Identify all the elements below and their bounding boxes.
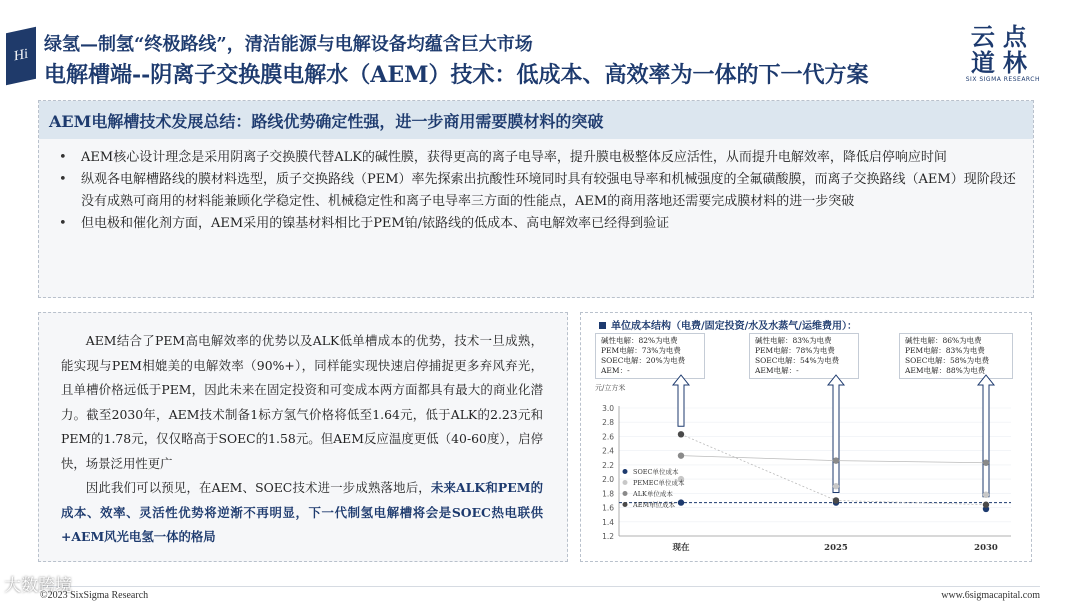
data-point [678,499,684,505]
data-point [833,483,839,489]
y-tick-label: 3.0 [602,404,614,413]
footer-website: www.6sigmacapital.com [941,590,1040,601]
cost-chart-panel [580,312,1032,562]
data-point [678,452,684,458]
summary-bullet: • 纵观各电解槽路线的膜材料选型，质子交换路线（PEM）率先探索出抗酸性环境同时具有较强电导率和机械强度的全氟磺酸膜，而离子交换路线（AEM）现阶段还没有成熟可商用的材料能兼顾化学稳定性、机械稳定性和离子电导率三方面的性能点，AEM的商用落地还需要完成膜材料的进一步突破 [59,169,1023,213]
x-tick-label: 2030 [974,543,998,553]
y-tick-label: 2.8 [602,418,614,428]
logo-text: Hi [14,46,28,65]
brand-mark [966,24,1040,83]
data-point [678,431,684,437]
x-tick-label: 2025 [824,543,848,553]
y-tick-label: 1.4 [602,517,614,527]
chart-title-text: 单位成本结构（电费/固定投资/水及水蒸气/运维费用）： [611,321,857,332]
data-point [983,502,989,508]
analysis-paragraph-2-prefix: 因此我们可以预见，在AEM、SOEC技术进一步成熟落地后， [85,480,431,495]
analysis-highlight: 未来ALK和PEM的成本、效率、灵活性优势将逆渐不再明显，下一代制氢电解槽将会是SOEC热电联供+AEM风光电氢一体的格局 [61,480,543,544]
y-tick-label: 1.2 [602,532,614,541]
summary-bullet: • AEM核心设计理念是采用阴离子交换膜代替ALK的碱性膜，获得更高的离子电导率，提升膜电极整体反应活性，从而提升电解效率，降低启停响应时间 [59,147,1023,169]
brand-en: SIX SIGMA RESEARCH [965,76,1040,83]
legend-label: AEM单位成本 [633,501,676,509]
legend-label: PEMEC单位成本 [633,479,685,487]
y-tick-label: 2.2 [602,460,614,470]
page-title: 电解槽端--阴离子交换膜电解水（AEM）技术：低成本、高效率为一体的下一代方案 [44,62,869,88]
info-line: AEM电解：- [755,366,799,375]
brand-cn-2: 道林 [970,48,1035,77]
up-arrow-icon [828,375,844,492]
up-arrow-icon [673,375,689,426]
legend-label: ALK单位成本 [633,490,673,498]
legend-label: SOEC单位成本 [633,468,679,476]
page-supertitle: 绿氢—制氢“终极路线”，清洁能源与电解设备均蕴含巨大市场 [44,34,533,55]
info-line: PEM电解：83%为电费 [905,346,985,355]
analysis-paragraph-2 [61,476,543,550]
legend-marker [623,502,628,507]
y-tick-label: 1.8 [602,489,614,499]
legend-marker [623,469,628,474]
info-line: AEM：- [601,366,630,375]
summary-panel [38,100,1034,298]
info-line: SOEC电解：58%为电费 [905,356,990,365]
info-line: SOEC电解：20%为电费 [601,356,686,365]
cost-chart [581,313,1031,561]
data-point [833,497,839,503]
legend-marker [623,491,628,496]
info-line: 碱性电解：83%为电费 [755,336,832,345]
header [0,0,1080,95]
data-point [833,457,839,463]
info-line: PEM电解：73%为电费 [601,346,681,355]
summary-heading: AEM电解槽技术发展总结：路线优势确定性强，进一步商用需要膜材料的突破 [39,101,1033,139]
summary-bullets [39,139,1033,235]
footer-divider [40,586,1040,587]
y-tick-label: 1.6 [602,503,614,513]
up-arrow-icon [978,375,994,497]
info-line: 碱性电解：86%为电费 [905,336,982,345]
data-point [983,460,989,466]
brand-logo-icon [6,27,36,85]
y-tick-label: 2.4 [602,446,614,456]
summary-bullet: • 但电极和催化剂方面，AEM采用的镍基材料相比于PEM铂/铱路线的低成本、高电解效率已经得到验证 [59,213,1023,235]
info-line: PEM电解：78%为电费 [755,346,835,355]
x-tick-label: 现在 [672,543,690,553]
analysis-paragraph-1: AEM结合了PEM高电解效率的优势以及ALK低单槽成本的优势，技术一旦成熟，能实现与PEM相媲美的电解效率（90%+），同样能实现快速启停捕捉更多弃风弃光，且单槽价格远低于PEM，因此未来在固定投资和可变成本两方面都具有最大的商业化潜力。截至2030年，AEM技术制备1标方氢气价格将低至1.64元，低于ALK的2.23元和PEM的1.78元，仅仅略高于SOEC的1.58元。但AEM反应温度更低（40-60度），启停快，场景泛用性更广 [61,333,543,471]
y-tick-label: 2.6 [602,432,614,442]
analysis-panel [38,312,568,562]
watermark: 大数跨境 [4,576,72,596]
info-line: 碱性电解：82%为电费 [601,336,678,345]
info-line: SOEC电解：54%为电费 [755,356,840,365]
y-tick-label: 2.0 [602,475,614,485]
info-line: AEM电解：88%为电费 [905,366,986,375]
y-axis-label: 元/立方米 [595,384,626,392]
brand-cn-1: 云点 [970,22,1035,51]
footer-copyright: ©2023 SixSigma Research [40,590,149,601]
data-point [983,492,989,498]
legend-marker [623,480,628,485]
